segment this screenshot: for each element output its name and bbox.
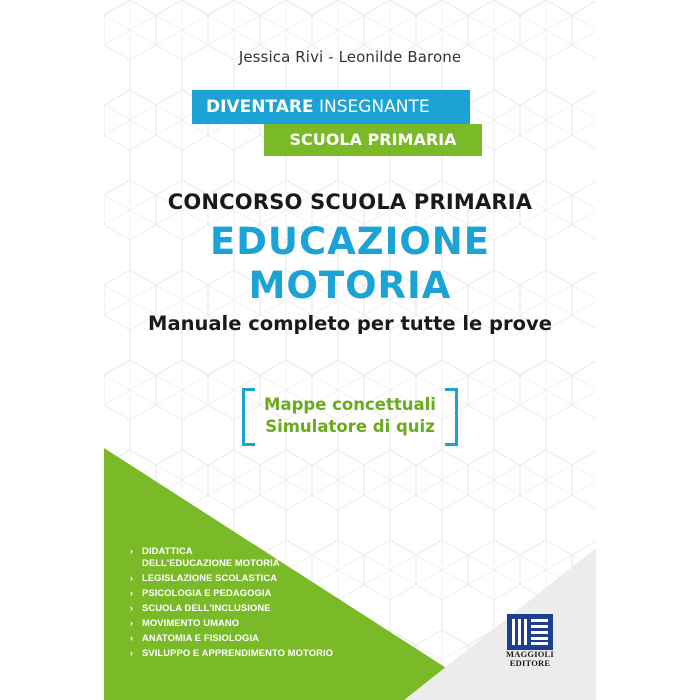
book-authors: Jessica Rivi - Leonilde Barone [238,48,462,66]
topic-label: DELL'EDUCAZIONE MOTORIA [142,557,280,568]
topic-item [130,632,450,644]
book-title-line-2: MOTORIA [248,264,452,307]
chevron-right-icon: › [130,633,134,643]
feature-item: Mappe concettuali [264,395,436,414]
series-label-light: INSEGNANTE [313,97,430,117]
maggioli-logo-icon [507,614,553,650]
features-box [242,388,458,446]
chevron-right-icon: › [130,546,134,556]
series-banner-bottom: SCUOLA PRIMARIA [264,124,482,156]
topics-list [130,545,450,662]
topic-label: MOVIMENTO UMANO [142,617,240,628]
book-subtitle: Manuale completo per tutte le prove [148,312,552,335]
book-title-line-1: EDUCAZIONE [209,220,491,263]
topic-item [130,647,450,659]
topic-item [130,545,450,569]
chevron-right-icon: › [130,588,134,598]
topic-label: SCUOLA DELL'INCLUSIONE [142,602,271,613]
series-label-bold: DIVENTARE [206,97,314,117]
publisher-name-line-2: EDITORE [509,658,551,668]
topic-label: SVILUPPO E APPRENDIMENTO MOTORIO [142,647,334,658]
topic-label: PSICOLOGIA E PEDAGOGIA [142,587,272,598]
topic-item [130,617,450,629]
topic-label: DIDATTICA [142,545,193,556]
publisher-name-line-1: MAGGIOLI [506,649,554,659]
chevron-right-icon: › [130,603,134,613]
feature-item: Simulatore di quiz [265,417,435,436]
book-supertitle: CONCORSO SCUOLA PRIMARIA [167,190,533,214]
series-banner-top [192,90,470,124]
chevron-right-icon: › [130,573,134,583]
publisher-logo [504,614,556,674]
topic-label: ANATOMIA E FISIOLOGIA [142,632,260,643]
book-cover [104,0,596,700]
topic-item [130,587,450,599]
topic-label: LEGISLAZIONE SCOLASTICA [142,572,278,583]
topic-item [130,602,450,614]
topic-item [130,572,450,584]
chevron-right-icon: › [130,648,134,658]
chevron-right-icon: › [130,618,134,628]
